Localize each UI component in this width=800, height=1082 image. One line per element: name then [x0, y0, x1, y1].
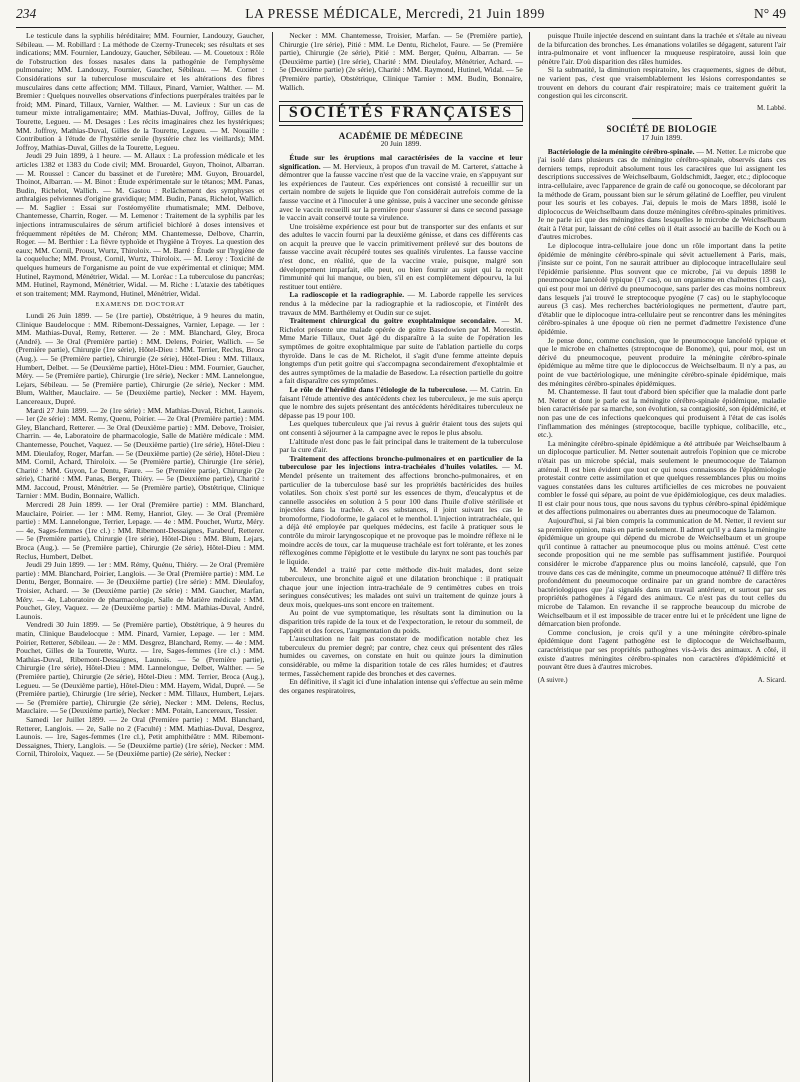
- biology-date: 17 Juin 1899.: [641, 132, 683, 142]
- section-radioscopy: [279, 291, 522, 317]
- journal-title: LA PRESSE MÉDICALE, Mercredi, 21 Juin 1899: [245, 6, 545, 21]
- section-injections-text: — M. Mendel présente un traitement des affections broncho-pulmonaires, et en particulier de la tuberculose basé sur les propriétés bactéricides des huiles volatiles. Son choix s'est porté sur les essences de thym, d'eucalyptus et de cannelle associées en solution à 5 pour 100 dans l'huile d'olive stérilisée et injectées dans la trachée. A ces substances, il joint suivant les cas le bromoforme, l'iodoforme, le gaïacol et le menthol. L'injection intratrachéale, qui a déjà été employée par quelques médecins, est facile à pratiquer sous le contrôle du miroir laryngoscopique et ne provoque pas le moindre réflexe ni le moindre accès de toux, car la muqueuse trachéale est fort tolérante, et les zones réflexogènes comme l'épiglotte et le vestibule du larynx ne sont pas touchés par le liquide.: [279, 462, 523, 566]
- section-injections-p4: L'auscultation ne fait pas constater de modification notable chez les tuberculeux du premier degré; par contre, chez ceux qui présentent des râles humides ou cavernes, on constate en huit ou quinze jours la diminution considérable, ou même la disparition totale de ces râles humides; et d'autres termes, l'assèchement rapide des bronches et des cavernes.: [279, 634, 523, 678]
- section-heredity: [279, 386, 522, 420]
- signature-sicard: A. Sicard.: [757, 675, 786, 684]
- signature-labbe: M. Labbé.: [757, 103, 786, 112]
- chantemesse-p2: La méningite cérébro-spinale épidémique a été attribuée par Weichselbaum à un diplocoque particulier. M. Netter soutenait autrefois l'opinion que ce microbe n'était pas un microbe spécial, mais seulement le pneumocoque de Talamon atténué. Il est bien évident que tout ce qui nous connaissons de l'épidémiologie protestait contre cette assimilation et que quelques ressemblances plus ou moins vagues constatées dans les cultures artificielles de ces microbes ne pouvaient combler le fossé qui sépare, au point de vue épidémiologique, ces deux maladies. Il est clair pour nous tous, que nous savons du typhus cérébro-spinal épidémique et des affections pulmonaires ou aberrantes dues au pneumocoque de Talamon.: [537, 438, 786, 517]
- column-left: [16, 32, 264, 1082]
- injections-continuation: puisque l'huile injectée descend en suintant dans la trachée et s'étale au niveau de la bifurcation des bronches. Les émanations volatiles se dégagent, saturent l'air intra-pulmonaire et vont influencer la muqueuse respiratoire, aussi loin que pénètre l'air. D'où disparition des râles humides.: [537, 32, 786, 66]
- section-meningitis-p3: Je pense donc, comme conclusion, que le pneumocoque lancéolé typique et que le microbe en chaînettes (streptocoque de Bonome), qui, pour moi, est un dérivé du pneumocoque, peuvent produire la méningite cérébro-spinale épidémique au même titre que le diplococcus de Weichselbaum. Il n'y a pas, au point de vue bactériologique, une méningite cérébro-spinale épidémique, mais des méningites cérébro-spinales épidémiques.: [537, 335, 786, 388]
- section-goitre-title: Traitement chirurgical du goitre exophtalmique secondaire.: [289, 316, 497, 326]
- page-number: 234: [16, 6, 37, 21]
- exam-tuesday: Mardi 27 Juin 1899. — 2e (1re série) : MM. Mathias-Duval, Richet, Launois. — 1er (2e série) : MM. Remy, Quenu, Poirier. — 2e Oral (Première partie) : MM. Gley, Blanchard, Retterer. — 3e Oral (Deuxième partie) : MM. Debove, Troisier, Charrin. — 4e, Laboratoire de pharmacologie, Salle de Matière médicale : MM. Chantemesse, Pouchet, Vaquez. — 5e (Deuxième partie) (1re série), Hôtel-Dieu : MM. Dieulafoy, Roger, Marfan. — 5e (Deuxième partie) (2e série), Hôtel-Dieu : MM. Cornil, Achard, Thiroloix. — 5e (Première partie), Chirurgie (1re série), Charité : MM. Guyon, Le Dentu, Faure. — 5e (Première partie), Chirurgie (2e série), Charité : MM. Panas, Berger, Thiéry. — 5e (Deuxième partie), Charité : MM. Jaccoud, Proust, Ménétrier. — 5e (Première partie), Obstétrique, Clinique Tarnier : MM. Budin, Bonnaire, Wallich.: [16, 405, 265, 501]
- biology-heading: SOCIÉTÉ DE BIOLOGIE: [606, 124, 718, 135]
- section-heredity-text: — M. Catrin. En faisant l'étude attentive des antécédents chez les tuberculeux, je me suis aperçu que le nombre des sujets présentant des antécédents héréditaires tuberculeux ne dépasse pas 19 pour 100.: [279, 384, 523, 420]
- section-vaccine-text: — M. Hervieux, à propos d'un travail de M. Carteret, s'attache à démontrer que la fausse vaccine n'est que de la vaccine vraie, en s'appuyant sur les expériences de l'auteur. Ces expériences ont consisté à recueillir sur un certain nombre de sujets le liquide que l'on considérait autrefois comme de la fausse vaccine et à l'inoculer à une génisse, puis à vacciner une seconde génisse avec le vaccin recueilli sur la première pour s'assurer si dans ce second passage le vaccin avait conservé toute sa virulence.: [279, 161, 523, 223]
- section-goitre: [279, 317, 522, 386]
- theses-paragraph-2: Jeudi 29 Juin 1899, à 1 heure. — M. Allaux : La profession médicale et les articles 1382 et 1383 du Code civil; MM. Brouardel, Guyon, Thoinot, Albarran. — M. Roussel : Cancer du bassinet et de l'uretère; MM. Guyon, Brouardel, Thoinot, Albarran. — M. Binot : Étude expérimentale sur le tétanos; MM. Panas, Budin, Richelot, Wallich. — M. Gastou : Relâchement des symphyses et arthralgies pelviennes d'origine gravidique; MM. Budin, Panas, Richelot, Wallich. — M. Saglier : Essai sur l'ostéomyélite rhumatismale; MM. Delbove, Chantemesse, Charrin, Roger. — M. Lemenor : Traitement de la syphilis par les injections intramusculaires de sérum artificiel bichloré à doses intensives et fréquemment répétées de M. Chéron; MM. Chantemesse, Delbove, Charrin, Roger. — M. Berthier : La fièvre typhoïde et l'hygiène à Troyes. La question des eaux; MM. Cornil, Proust, Wurtz, Thiroloix. — M. Barré : Étude sur l'hygiène de la coqueluche; MM. Proust, Cornil, Wurtz, Thiroloix. — M. Leroy : Toxicité de quelques humeurs de l'organisme au point de vue expérimental et clinique; MM. Hutinel, Raymond, Ménétrier, Widal. — M. Loréac : La tuberculose du pancréas; MM. Hutinel, Raymond, Ménétrier, Widal. — M. Riche : L'ataxie des tabétiques et son traitement; MM. Raymond, Hutinel, Ménétrier, Widal.: [16, 151, 265, 298]
- theses-paragraph-1: Le testicule dans la syphilis héréditaire; MM. Fournier, Landouzy, Gaucher, Sébileau. — M. Robillard : La méthode de Czerny-Trunecek; ses résultats et ses indications; MM. Fournier, Landouzy, Gaucher, Sébileau. — M. Couetoux : Rôle de l'obstruction des fosses nasales dans la pathogénie de l'emphysème pulmonaire; MM. Landouzy, Fournier, Gaucher, Sébileau. — M. Cornet : Considérations sur la tuberculose musculaire et les altérations des fibres musculaires dans cette affection; MM. Tillaux, Pinard, Varnier, Walther. — M. Bremier : Quelques nouvelles observations d'infections puerpérales traitées par le froid; MM. Pinard, Tillaux, Varnier, Walther. — M. Lavieux : Sur un cas de tumeur mixte intraligamentaire; MM. Mathias-Duval, Joffroy, Gilles de la Tourette, Legueu. — M. Desages : Les récits imaginaires chez les hystériques; MM. Joffroy, Mathias-Duval, Gilles de la Tourette, Legueu. — M. Nouaille : Contribution à l'étude de l'hystérie senile (hystérie chez les vieillards); MM. Joffroy, Mathias-Duval, Gilles de la Tourette, Legueu.: [16, 32, 265, 152]
- separator: [632, 118, 692, 119]
- exam-thursday: Jeudi 29 Juin 1899. — 1er : MM. Rémy, Quénu, Thiéry. — 2e Oral (Première partie) : MM. Blanchard, Poirier, Langlois. — 3e Oral (Première partie) : MM. Le Dentu, Berger, Bonnaire. — 3e (Deuxième partie) (1re série) : MM. Dieulafoy, Troisier, Achard. — 3e (Deuxième partie) (2e série) : MM. Gaucher, Marfan, Méry. — 4e, Laboratoire de pharmacologie, Salle de Matière médicale : MM. Pouchet, Gley, Vaquez. — 2e (Deuxième partie) : MM. Mathias-Duval, André, Launois.: [16, 560, 265, 621]
- exam-wednesday: Mercredi 28 Juin 1899. — 1er Oral (Première partie) : MM. Blanchard, Mauclaire, Poirier. — 1er : MM. Remy, Hanriot, Gley. — 3e Oral (Première partie) : MM. Lannelongue, Terrier, Lepage. — 4e : MM. Pouchet, Wurtz, Méry. — 4e, Sages-femmes (1re cl.) : MM. Ribemont-Dessaignes, Farabeuf, Retterer. — 5e (Première partie), Chirurgie (1re série), Hôtel-Dieu : MM. Blum, Lejars, Broca (Aug.). — 5e (Première partie), Chirurgie (2e série), Hôtel-Dieu : MM. Reclus, Humbert, Delbet.: [16, 500, 265, 561]
- section-injections-p3: Au point de vue symptomatique, les résultats sont la diminution ou la disparition très rapide de la toux et de l'expectoration, le retour du sommeil, de l'appétit et des forces, l'augmentation du poids.: [279, 608, 523, 635]
- issue-number: N° 49: [753, 6, 786, 21]
- section-heredity-p3: L'altitude n'est donc pas le fait principal dans le traitement de la tuberculose par la cure d'air.: [279, 436, 523, 455]
- societes-banner: [279, 101, 522, 126]
- section-vaccine-title: Étude sur les éruptions mal caractérisées de la vaccine et leur signification.: [279, 152, 523, 171]
- exam-continuation: Necker : MM. Chantemesse, Troisier, Marfan. — 5e (Première partie), Chirurgie (1re série), Pitié : MM. Le Dentu, Richelot, Faure. — 5e (Première partie), Chirurgie (2e série), Pitié : MM. Berger, Quénu, Albarran. — 5e (Deuxième partie) (1re série), Charité : MM. Dieulafoy, Ménétrier, Achard. — 5e (Deuxième partie) (2e série), Charité : MM. Raymond, Hutinel, Widal. — 5e (Première partie), Obstétrique, Clinique Tarnier : MM. Budin, Bonnaire, Wallich.: [279, 32, 523, 92]
- section-heredity-title: Le rôle de l'hérédité dans l'étiologie de la tuberculose.: [289, 384, 468, 394]
- section-injections-title: Traitement des affections broncho-pulmonaires et en particulier de la tuberculose par les injections intra-trachéales d'huiles volatiles.: [279, 453, 523, 472]
- societes-title: SOCIÉTÉS FRANÇAISES: [279, 105, 522, 122]
- chantemesse-p1: M. Chantemesse. Il faut tout d'abord bien spécifier que la maladie dont parle M. Netter et dont je parle est la méningite cérébro-spinale épidémique, maladie bien caractérisée par sa marche, son évolution, sa contagiosité, son épidémicité, et non pas une de ces infections quelconques qui produisent à l'état de cas isolés l'inflammation des méninges (streptocoque, bacille typhique, colibacille, etc., etc.).: [537, 387, 786, 440]
- section-heredity-p2: Les quelques tuberculeux que j'ai revus à guérir étaient tous des sujets qui ont consenti à séjourner à la campagne avec le repos le plus absolu.: [279, 419, 523, 437]
- section-injections-p2: M. Mendel a traité par cette méthode dix-huit malades, dont seize tuberculeux, une bronchite aiguë et une dilatation bronchique : il pratiquait chaque jour une injection intra-trachéale de 9 centimètres cubes en trois seringues consécutives; les malades ont suivi un traitement de quinze jours à deux mois, quelques-uns sont encore en traitement.: [279, 565, 523, 609]
- article-footer: [538, 676, 786, 685]
- exam-monday: Lundi 26 Juin 1899. — 5e (1re partie), Obstétrique, à 9 heures du matin, Clinique Baudelocque : MM. Ribemont-Dessaignes, Varnier, Lepage. — 1er : MM. Mathias-Duval, Remy, Retterer. — 2e : MM. Blanchard, Gley, Broca (André). — 3e Oral (Première partie) : MM. Delens, Poirier, Wallich. — 5e (Première partie), Chirurgie (1re série), Hôtel-Dieu : MM. Terrier, Reclus, Broca (Aug.). — 5e (Première partie), Chirurgie (2e série), Hôtel-Dieu : MM. Tillaux, Humbert, Delbet. — 5e (Deuxième partie), Hôtel-Dieu : MM. Fournier, Gaucher, Méry. — 5e (Première partie), Chirurgie (1re série), Necker : MM. Lannelongue, Lejars, Sébileau. — 5e (Première partie), Chirurgie (2e série), Necker : MM. Blum, Walther, Mauclaire. — 5e (Deuxième partie), Necker : MM. Hayem, Lancereaux, Dupré.: [16, 311, 265, 406]
- column-middle: [272, 32, 529, 1082]
- academy-date: 20 Juin 1899.: [380, 139, 422, 149]
- section-meningitis-p2: Le diplocoque intra-cellulaire joue donc un rôle important dans la petite épidémie de méningite cérébro-spinale qui sévit actuellement à Paris, mais, j'insiste sur ce point, l'on ne saurait attribuer au diplocoque intracellulaire seul l'épidémie parisienne. Plus souvent que ce microbe, j'ai vu depuis 1898 le pneumocoque lancéolé typique (17 cas), ou un organisme en chaînettes (13 cas), qui est pour moi un dérivé du pneumocoque, sans parler des cas moins nombreux dans lesquels j'ai trouvé le streptocoque pyogène (7 cas) ou le staphylocoque aureus (3 cas). Mes recherches bactériologiques ne permettent, d'autre part, d'établir que le diplocoque intra-cellulaire peut se rencontrer dans les méningites cérébro-spinales à une époque où rien ne permet d'admettre l'existence d'une épidémie.: [537, 241, 786, 336]
- section-vaccine: [279, 154, 522, 223]
- chantemesse-p3: Aujourd'hui, si j'ai bien compris la communication de M. Netter, il revient sur sa première opinion, mais en partie seulement. Il admet qu'il y a dans la méningite épidémique un groupe qui dépend du microbe de Weichselbaum et un groupe qu'il continue à rattacher au pneumocoque plus ou moins atténué. C'est cette seconde proposition qui ne me semble pas suffisamment justifiée. Pourquoi considérer le microbe d'apparence plus ou moins lancéolé, capsulé, que l'on trouve dans ces cas de méningite, comme un pneumocoque atténué? Il diffère très profondément du pneumocoque ordinaire par un grand nombre de caractères bactériologiques que j'ai signalés dans un travail antérieur, et surtout par ses propriétés pathogènes à l'égard des animaux. Ce n'est pas du tout celles du microbe de Talamon. En revanche il se rapproche beaucoup du microbe de Weichselbaum et il est impossible de tracer entre lui et le précédent une ligne de démarcation bien profonde.: [537, 516, 786, 629]
- section-injections: [279, 455, 522, 567]
- section-injections-p5: En définitive, il s'agit ici d'une inhalation intense qui s'effectue au sein même des organes respiratoires,: [279, 677, 523, 695]
- section-radioscopy-text: — M. Laborde rappelle les services rendus à la médecine par la radiographie et la radioscopie, et l'intérêt des travaux de MM. Barthélemy et Oudin sur ce sujet.: [279, 290, 523, 317]
- page-header: [16, 6, 786, 24]
- section-meningitis-title: Bactériologie de la méningite cérébro-spinale.: [547, 146, 695, 156]
- columns: [16, 32, 786, 1082]
- exams-heading: EXAMENS DE DOCTORAT: [95, 301, 185, 309]
- section-vaccine-p2: Une troisième expérience est pour but de transporter sur des enfants et sur des adultes le vaccin fourni par la deuxième génisse, et dans ces différents cas on acquit la preuve que le vaccin primitivement prélevé sur des boutons de fausse vaccine avait récupéré toutes ses qualités virulentes. La fausse vaccine n'est donc, en réalité, que de la vaccine vraie, puisque, malgré son développement imparfait, elle peut, ou bien fournir au sujet qui la reçoit l'immunité qui lui manque, ou bien, s'il en est complètement dépourvu, la lui restituer tout entière.: [279, 221, 523, 291]
- section-meningitis-text: — M. Netter. Le microbe que j'ai isolé dans plusieurs cas de méningite cérébro-spinale, observés dans ces derniers temps, reproduit absolument tous les caractères que lui assignent les descriptions successives de Weichselbaum, Goldschmidt, Jaeger, etc.; diplocoque intra-cellulaire, avec l'apparence de grain de café ou gonocoque, se décolorant par la méthode de Gram, poussant bien sur le sérum gélatiné de Loeffler, peu virulent pour les souris et les cobayes. J'ai, depuis le mois de Mars 1898, isolé le diplococcus de Weichselbaum dans douze méningites cérébro-spinales primitives. Je ne parle ici que des méningites dans lesquelles le microbe de Weichselbaum était à l'état pur, laissant de côté celles où il était associé au bacille de Koch ou à d'autres microbes.: [537, 146, 786, 242]
- header-rule: [16, 27, 786, 28]
- to-be-continued: (A suivre.): [537, 675, 568, 684]
- exam-saturday: Samedi 1er Juillet 1899. — 2e Oral (Première partie) : MM. Blanchard, Retterer, Langlois. — 2e, Salle no 2 (Faculté) : MM. Mathias-Duval, Desgrez, Launois. — 1re, Sages-femmes (1re cl.), Petit amphithéâtre : MM. Ribemont-Dessaignes, Thiery, Langlois. — 5e (Deuxième partie) (1re série), Necker : MM. Cornil, Thiroloix, Vaquez. — 5e (Deuxième partie) (2e série), Necker :: [16, 714, 265, 759]
- academy-heading: ACADÉMIE DE MÉDECINE: [338, 130, 464, 141]
- section-radioscopy-title: La radioscopie et la radiographie.: [289, 290, 405, 300]
- section-goitre-text: — M. Richelot présente une malade opérée de goitre Basedowien par M. Morestin. Mme Marie Tillaux, Ouet âgé du disparaître à la suite de l'opération les symptômes de goitre exophtalmique par suite de l'ablation partielle du corps thyroïde. Dans le cas de M. Richelot, il s'agit d'une femme atteinte depuis longtemps d'un petit goitre qui s'accompagna secondairement d'exophtalmie et des autres symptômes de la maladie de Basedow. La résection partielle du goitre a fait disparaître ces symptômes.: [279, 316, 523, 386]
- section-meningitis: [538, 148, 786, 243]
- column-right: [538, 32, 786, 1082]
- injections-conclusion: Si la submatité, la diminution respiratoire, les craquements, signes de début, ne varient pas, c'est que vraisemblablement les lésions correspondantes se trouvent en dehors du courant d'air respiratoire; mais ce traitement guérit la congestion qui les circonscrit.: [537, 65, 786, 101]
- chantemesse-p4: Comme conclusion, je crois qu'il y a une méningite cérébro-spinale épidémique dont l'agent pathogène est le diplocoque de Weichselbaum, caractéristique par ses propriétés pathogènes vis-à-vis des animaux. A côté, il existe d'autres méningites cérébro-spinales non caractères d'épidémicité et pouvant être dues à d'autres microbes.: [537, 627, 786, 672]
- exam-friday: Vendredi 30 Juin 1899. — 5e (Première partie), Obstétrique, à 9 heures du matin, Clinique Baudelocque : MM. Pinard, Varnier, Lepage. — 1er : MM. Poirier, Retterer, Sébileau. — 2e : MM. Desgrez, Blanchard, Remy. — 4e : MM. Pouchet, Gilles de la Tourette, Wurtz. — 1re, Sages-femmes (1re cl.) : MM. Mathias-Duval, Ribemont-Dessaignes, Launois. — 5e (Première partie), Chirurgie (1re série), Hôtel-Dieu : MM. Lannelongue, Delbet, Walther. — 5e (Première partie), Chirurgie (2e série), Hôtel-Dieu : MM. Terrier, Broca (Aug.), Legueu. — 5e (Deuxième partie), Hôtel-Dieu : MM. Hayem, Widal, Dupré. — 5e (Première partie), Chirurgie (1re série), Necker : MM. Tillaux, Humbert, Lejars. — 5e (Première partie), Chirurgie (2e série), Necker : MM. Delens, Reclus, Mauclaire. — 5e (Deuxième partie), Necker : MM. Potain, Lancereaux, Tessier.: [16, 620, 265, 716]
